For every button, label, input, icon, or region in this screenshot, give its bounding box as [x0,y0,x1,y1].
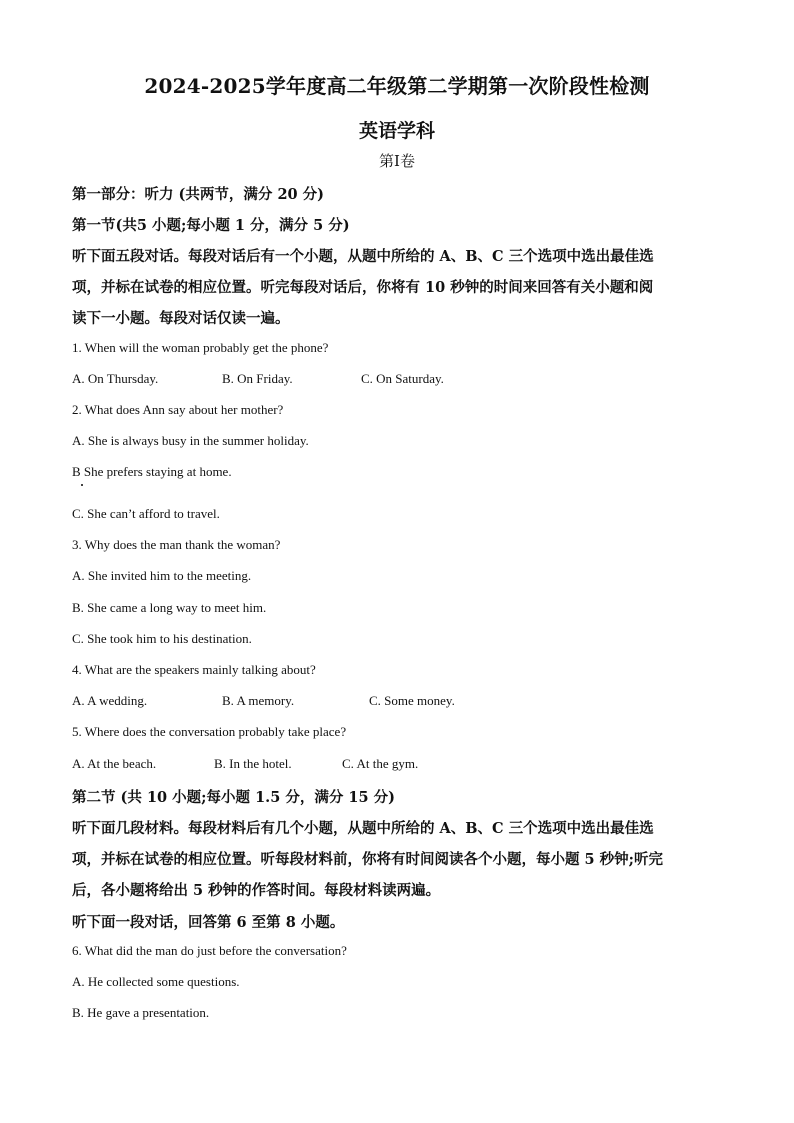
option-c: C. At the gym. [342,756,419,771]
option-b: B. She came a long way to meet him. [72,600,267,615]
section1-instruction-line: 项，并标在试卷的相应位置。听完每段对话后，你将有 10 秒钟的时间来回答有关小题和阅 [72,279,654,296]
section2-instruction-line: 项，并标在试卷的相应位置。听每段材料前，你将有时间阅读各个小题，每小题 5 秒钟;听完 [72,851,664,868]
section1-instruction-line: 听下面五段对话。每段对话后有一个小题，从题中所给的 A、B、C 三个选项中选出最佳选 [72,248,654,265]
option-c: C. Some money. [369,693,455,708]
option-a: A. He collected some questions. [72,974,240,989]
option-a: A. At the beach. [72,756,157,771]
question-stem: 1. When will the woman probably get the phone? [72,340,329,355]
section2-instruction-line: 后，各小题将给出 5 秒钟的作答时间。每段材料读两遍。 [72,882,441,899]
option-a: A. A wedding. [72,693,148,708]
option-b: B She prefers staying at home. [72,464,232,479]
stray-dot [81,484,83,486]
section2-instruction-line: 听下面几段材料。每段材料后有几个小题，从题中所给的 A、B、C 三个选项中选出最佳选 [72,820,654,837]
group-heading: 听下面一段对话，回答第 6 至第 8 小题。 [72,914,345,931]
option-a: A. On Thursday. [72,371,159,386]
option-a: A. She is always busy in the summer holiday. [72,433,309,448]
question-stem: 4. What are the speakers mainly talking about? [72,662,316,677]
option-c: C. On Saturday. [361,371,444,386]
option-a: A. She invited him to the meeting. [72,568,252,583]
section1-instruction-line: 读下一小题。每段对话仅读一遍。 [72,310,290,327]
question-stem: 3. Why does the man thank the woman? [72,537,281,552]
option-c: C. She took him to his destination. [72,631,252,646]
section1-heading: 第一节(共5 小题;每小题 1 分，满分 5 分) [72,217,350,234]
option-b: B. He gave a presentation. [72,1005,210,1020]
option-b: B. In the hotel. [214,756,292,771]
option-c: C. She can’t afford to travel. [72,506,220,521]
exam-title: 2024-2025学年度高二年级第二学期第一次阶段性检测 [144,74,650,98]
section2-heading: 第二节 (共 10 小题;每小题 1.5 分，满分 15 分) [72,789,395,806]
option-b: B. On Friday. [222,371,293,386]
part1-heading: 第一部分：听力 (共两节，满分 20 分) [72,186,325,203]
subject-title: 英语学科 [358,120,435,142]
question-stem: 6. What did the man do just before the conversation? [72,943,347,958]
question-stem: 5. Where does the conversation probably take place? [72,724,347,739]
volume-label: 第Ⅰ卷 [379,152,415,170]
option-b: B. A memory. [222,693,295,708]
question-stem: 2. What does Ann say about her mother? [72,402,284,417]
